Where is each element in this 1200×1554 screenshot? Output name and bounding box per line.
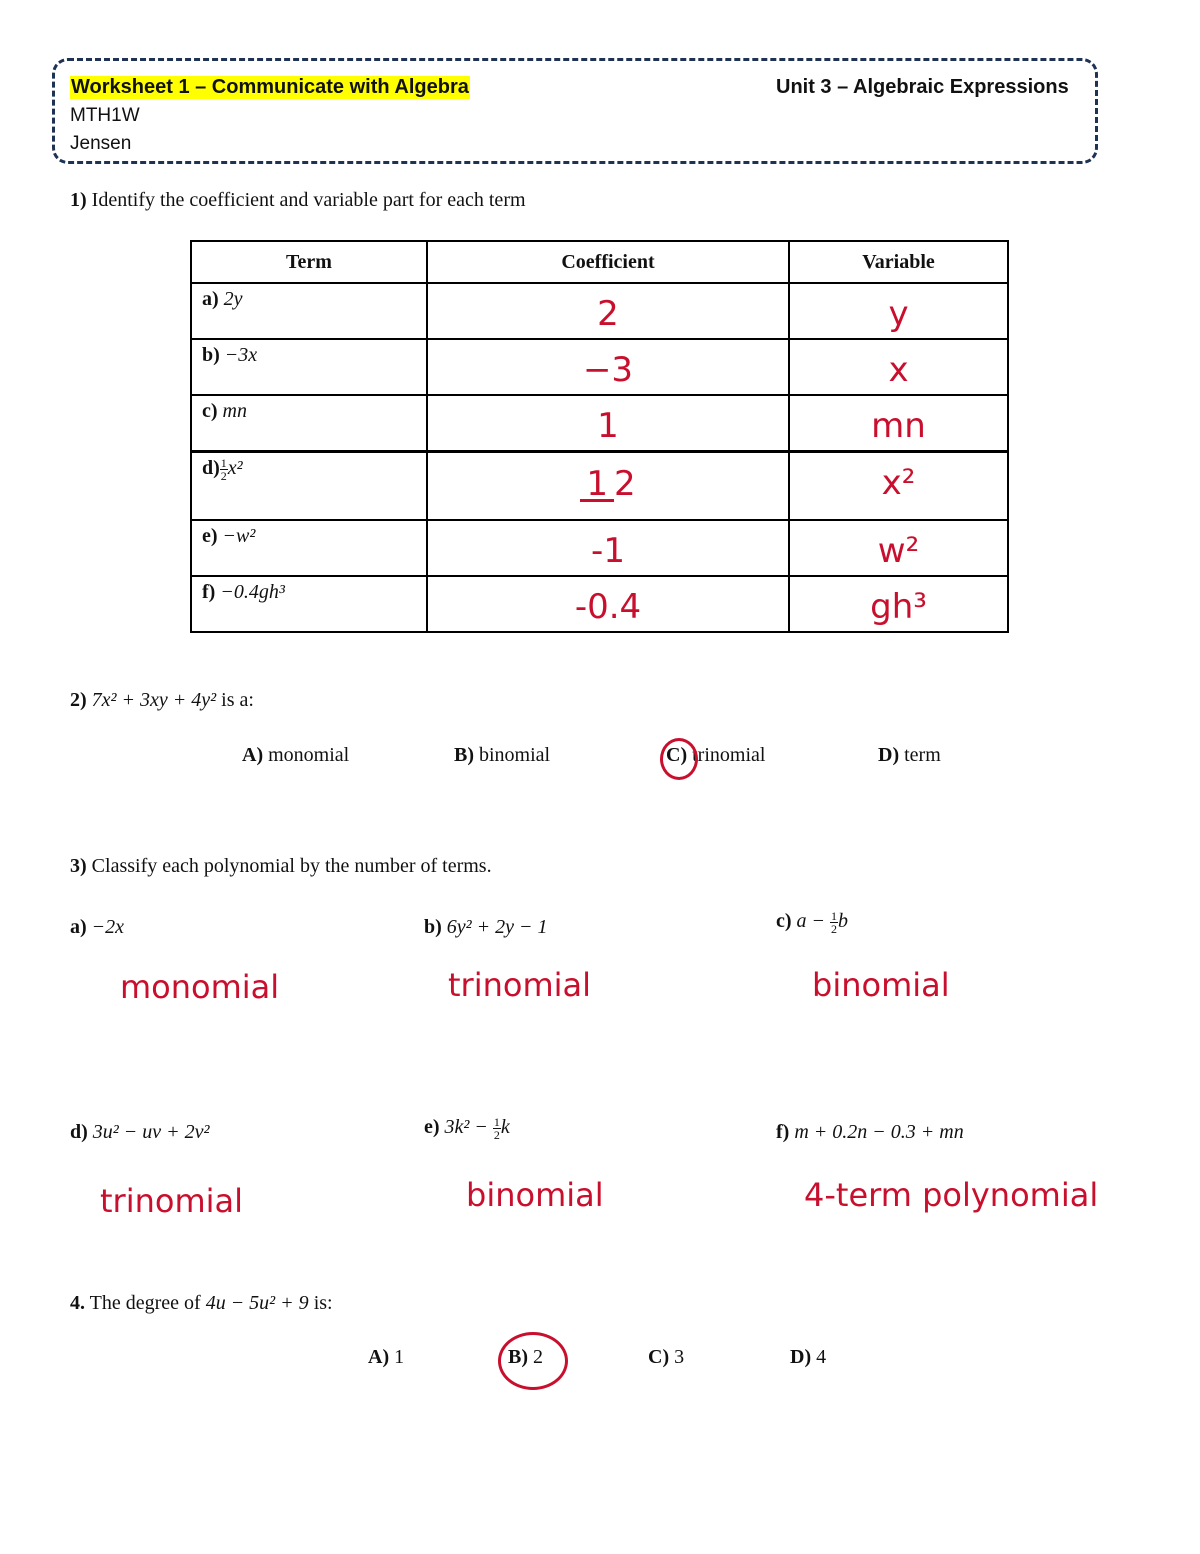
table-row xyxy=(191,395,1008,452)
variable-answer: gh³ xyxy=(870,586,927,627)
unit-title: Unit 3 – Algebraic Expressions xyxy=(776,76,1069,98)
coefficient-answer: 2 xyxy=(597,294,619,334)
question-1 xyxy=(70,189,526,212)
teacher-name: Jensen xyxy=(70,133,132,154)
option-b: B) binomial xyxy=(454,744,551,766)
part-c: c) a − $\frac{1}{2}$ b xyxy=(776,909,849,936)
term-expression: mn xyxy=(222,400,247,422)
handwritten-answer: binomial xyxy=(466,1176,604,1214)
row-label: c) xyxy=(202,400,218,422)
question-prompt: Classify each polynomial by the number of terms. xyxy=(91,855,492,877)
row-label: b) xyxy=(202,344,220,366)
variable-answer: x² xyxy=(881,463,916,503)
column-header: Coefficient xyxy=(427,241,789,283)
variable-answer: y xyxy=(888,294,909,334)
row-label: a) xyxy=(202,288,219,310)
question-expression: 4u − 5u² + 9 xyxy=(205,1292,309,1314)
coefficient-answer: 1 xyxy=(597,406,619,446)
column-header: Variable xyxy=(789,241,1008,283)
handwritten-answer: trinomial xyxy=(448,966,592,1004)
header-box xyxy=(52,58,1098,164)
table-header-row xyxy=(191,241,1008,283)
worksheet-title: Worksheet 1 – Communicate with Algebra xyxy=(71,76,469,98)
question-suffix: is: xyxy=(313,1292,333,1314)
part-e: e) 3k² − $\frac{1}{2}$ k xyxy=(424,1115,510,1142)
answer-circle xyxy=(660,738,698,780)
question-number: 1) xyxy=(70,189,87,211)
part-d: d) 3u² − uv + 2v² xyxy=(70,1121,210,1143)
row-label: d) xyxy=(202,457,220,480)
term-fraction: $\frac{1}{2}$ xyxy=(220,456,227,483)
question-3 xyxy=(70,855,492,878)
handwritten-answer: binomial xyxy=(812,966,950,1004)
question-expression: 7x² + 3xy + 4y² xyxy=(91,689,217,711)
part-f: f) m + 0.2n − 0.3 + mn xyxy=(776,1121,964,1143)
row-label: f) xyxy=(202,580,216,603)
option-a: A) 1 xyxy=(368,1346,405,1368)
question-prompt: The degree of xyxy=(89,1292,201,1314)
variable-answer: w² xyxy=(877,530,920,571)
handwritten-answer: trinomial xyxy=(100,1182,244,1220)
question-4 xyxy=(70,1292,333,1315)
coefficient-answer: 1 2 xyxy=(580,463,635,502)
option-d: D) term xyxy=(878,744,941,766)
question-prompt: Identify the coefficient and variable part for each term xyxy=(91,189,526,211)
question-suffix: is a: xyxy=(221,689,254,711)
coefficient-answer: −3 xyxy=(582,350,634,390)
variable-answer: x xyxy=(888,350,909,390)
table-row xyxy=(191,339,1008,395)
question-2 xyxy=(70,689,254,712)
column-header: Term xyxy=(191,241,427,283)
table-row xyxy=(191,452,1008,520)
answer-circle xyxy=(498,1332,568,1390)
table-row xyxy=(191,283,1008,339)
option-d: D) 4 xyxy=(790,1346,827,1368)
table-row xyxy=(191,576,1008,632)
table-row xyxy=(191,520,1008,576)
question-number: 2) xyxy=(70,689,87,711)
part-b: b) 6y² + 2y − 1 xyxy=(424,916,548,938)
coefficient-answer: -1 xyxy=(591,530,625,571)
term-expression: −0.4gh³ xyxy=(220,580,285,603)
handwritten-answer: 4-term polynomial xyxy=(804,1176,1099,1214)
question-number: 3) xyxy=(70,855,87,877)
question-number: 4. xyxy=(70,1292,85,1314)
term-expression: −3x xyxy=(224,344,258,366)
term-expression: x² xyxy=(227,457,243,480)
variable-answer: mn xyxy=(871,406,926,446)
handwritten-answer: monomial xyxy=(120,968,280,1006)
part-a: a) −2x xyxy=(70,916,125,938)
row-label: e) xyxy=(202,524,218,547)
option-a: A) monomial xyxy=(242,744,350,766)
terms-table xyxy=(190,240,1009,633)
term-expression: 2y xyxy=(223,288,243,310)
coefficient-answer: -0.4 xyxy=(574,586,642,627)
option-c: C) trinomial xyxy=(666,744,766,766)
option-b: B) 2 xyxy=(508,1346,543,1368)
course-code: MTH1W xyxy=(70,105,140,126)
term-expression: −w² xyxy=(222,524,256,547)
option-c: C) 3 xyxy=(648,1346,685,1368)
